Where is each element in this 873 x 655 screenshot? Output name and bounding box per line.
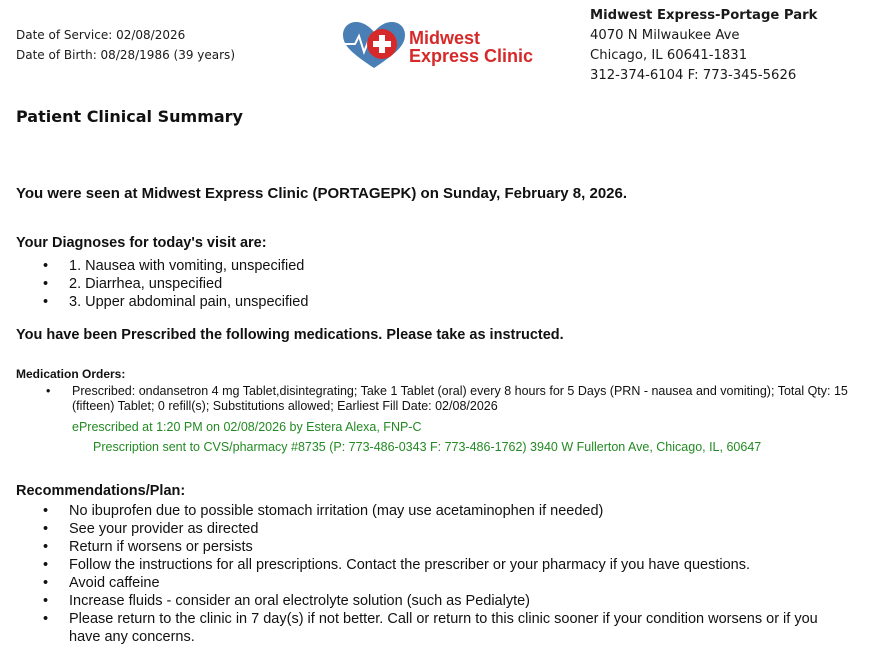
prescribed-statement: You have been Prescribed the following medications. Please take as instructed. [16, 327, 564, 343]
diagnosis-item: • 2. Diarrhea, unspecified [43, 275, 308, 293]
clinic-address [590, 6, 817, 86]
medication-orders-heading: Medication Orders: [16, 367, 126, 381]
diagnoses-heading: Your Diagnoses for today's visit are: [16, 235, 267, 251]
medication-order-text: Prescribed: ondansetron 4 mg Tablet,disintegrating; Take 1 Tablet (oral) every 8 hours for 5 Days (PRN - nausea and vomiting); Total Qty: 15 (fifteen) Tablet; 0 refill(s); Substitutions allowed; Earliest Fill Date: 02/08/2026 [72, 384, 848, 413]
diagnoses-list [43, 257, 308, 311]
bullet-icon: • [46, 384, 51, 398]
recommendation-item: • Return if worsens or persists [43, 538, 853, 556]
page-title: Patient Clinical Summary [16, 107, 243, 126]
diagnosis-item: • 1. Nausea with vomiting, unspecified [43, 257, 308, 275]
address-line1: 4070 N Milwaukee Ave [590, 28, 740, 43]
recommendation-item: • Increase fluids - consider an oral electrolyte solution (such as Pedialyte) [43, 592, 853, 610]
heart-cross-icon [341, 22, 407, 72]
recommendation-item: • No ibuprofen due to possible stomach irritation (may use acetaminophen if needed) [43, 502, 853, 520]
logo-text-express-clinic: Express Clinic [409, 46, 534, 66]
date-of-birth: Date of Birth: 08/28/1986 (39 years) [16, 48, 235, 62]
location-name: Midwest Express-Portage Park [590, 8, 818, 23]
medication-order [46, 384, 858, 414]
patient-info [16, 25, 235, 65]
recommendations-list [43, 502, 853, 646]
date-of-service: Date of Service: 02/08/2026 [16, 28, 186, 42]
logo-text-midwest: Midwest [409, 28, 481, 48]
address-line2: Chicago, IL 60641-1831 [590, 48, 748, 63]
diagnosis-item: • 3. Upper abdominal pain, unspecified [43, 293, 308, 311]
recommendation-item: • Please return to the clinic in 7 day(s) if not better. Call or return to this clinic sooner if your condition worsens or if you have any concerns. [43, 610, 853, 646]
recommendation-item: • Follow the instructions for all prescriptions. Contact the prescriber or your pharmacy if you have questions. [43, 556, 853, 574]
recommendation-item: • See your provider as directed [43, 520, 853, 538]
eprescribed-note: ePrescribed at 1:20 PM on 02/08/2026 by Estera Alexa, FNP-C [72, 420, 422, 434]
clinic-phones: 312-374-6104 F: 773-345-5626 [590, 68, 797, 83]
pharmacy-note: Prescription sent to CVS/pharmacy #8735 (P: 773-486-0343 F: 773-486-1762) 3940 W Fullerton Ave, Chicago, IL, 60647 [93, 440, 762, 454]
recommendation-item: • Avoid caffeine [43, 574, 853, 592]
clinic-logo [341, 22, 541, 72]
recommendations-heading: Recommendations/Plan: [16, 483, 186, 499]
visit-statement: You were seen at Midwest Express Clinic (PORTAGEPK) on Sunday, February 8, 2026. [16, 185, 628, 202]
